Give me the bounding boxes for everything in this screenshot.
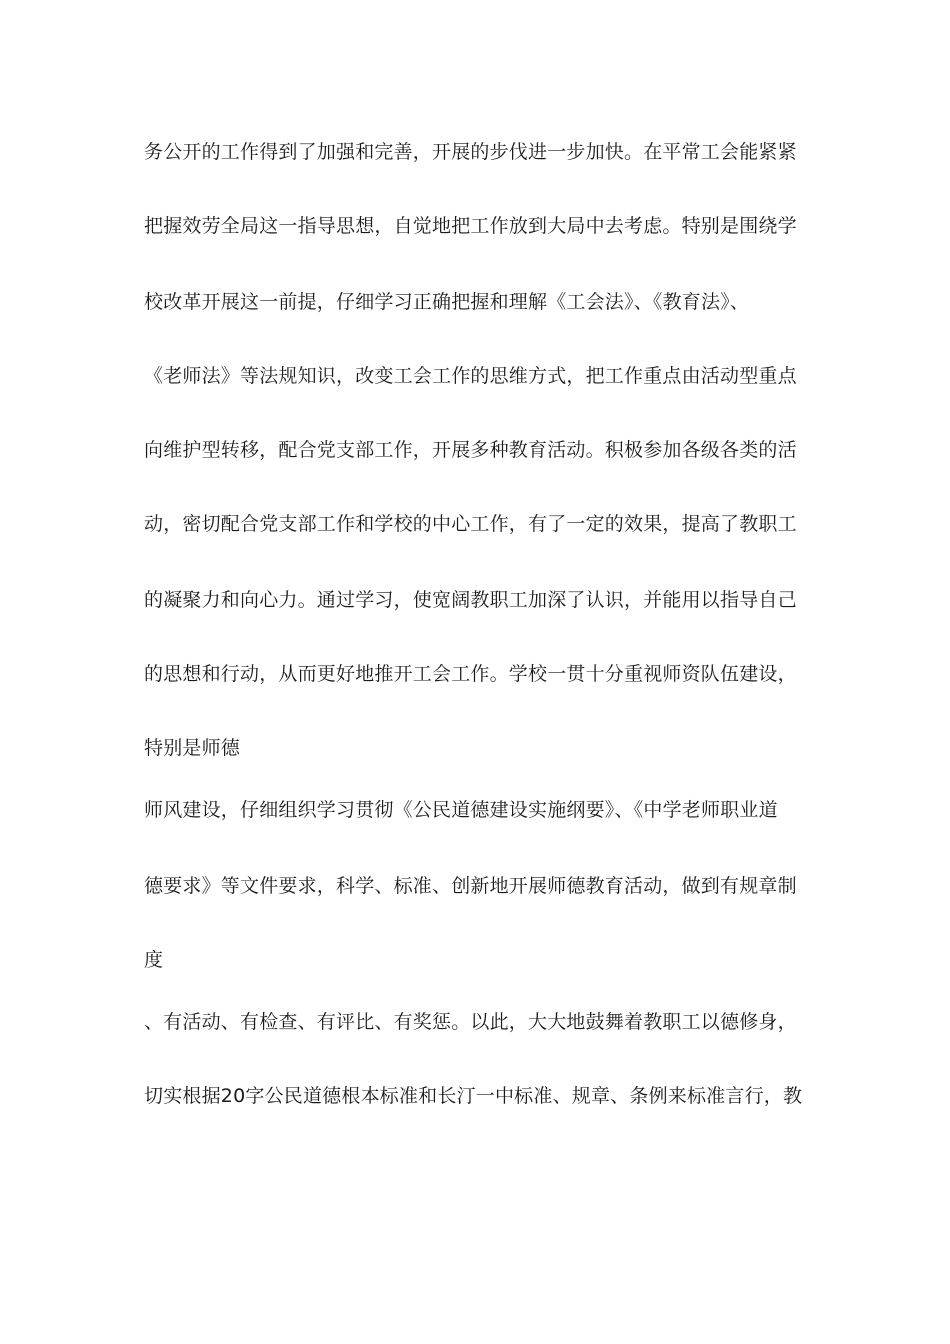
text-line-6: 动，密切配合党支部工作和学校的中心工作，有了一定的效果，提高了教职工 xyxy=(144,513,797,535)
text-line-1: 务公开的工作得到了加强和完善，开展的步伐进一步加快。在平常工会能紧紧 xyxy=(144,141,797,163)
text-line-4: 《老师法》等法规知识，改变工会工作的思维方式，把工作重点由活动型重点 xyxy=(144,365,797,387)
text-line-11: 德要求》等文件要求，科学、标准、创新地开展师德教育活动，做到有规章制 xyxy=(144,875,797,897)
text-line-12: 度 xyxy=(144,949,164,971)
text-line-3: 校改革开展这一前提，仔细学习正确把握和理解《工会法》、《教育法》、 xyxy=(144,291,750,313)
text-line-13: 、有活动、有检查、有评比、有奖惩。以此，大大地鼓舞着教职工以德修身， xyxy=(144,1011,797,1033)
text-line-10: 师风建设，仔细组织学习贯彻《公民道德建设实施纲要》、《中学老师职业道 xyxy=(144,799,778,821)
text-line-2: 把握效劳全局这一指导思想，自觉地把工作放到大局中去考虑。特别是围绕学 xyxy=(144,215,797,237)
text-line-9: 特别是师德 xyxy=(144,737,241,759)
text-line-8: 的思想和行动，从而更好地推开工会工作。学校一贯十分重视师资队伍建设， xyxy=(144,663,797,685)
text-line-14: 切实根据20字公民道德根本标准和长汀一中标准、规章、条例来标准言行，教 xyxy=(144,1085,803,1107)
text-line-5: 向维护型转移，配合党支部工作，开展多种教育活动。积极参加各级各类的活 xyxy=(144,439,797,461)
text-line-7: 的凝聚力和向心力。通过学习，使宽阔教职工加深了认识，并能用以指导自己 xyxy=(144,589,797,611)
